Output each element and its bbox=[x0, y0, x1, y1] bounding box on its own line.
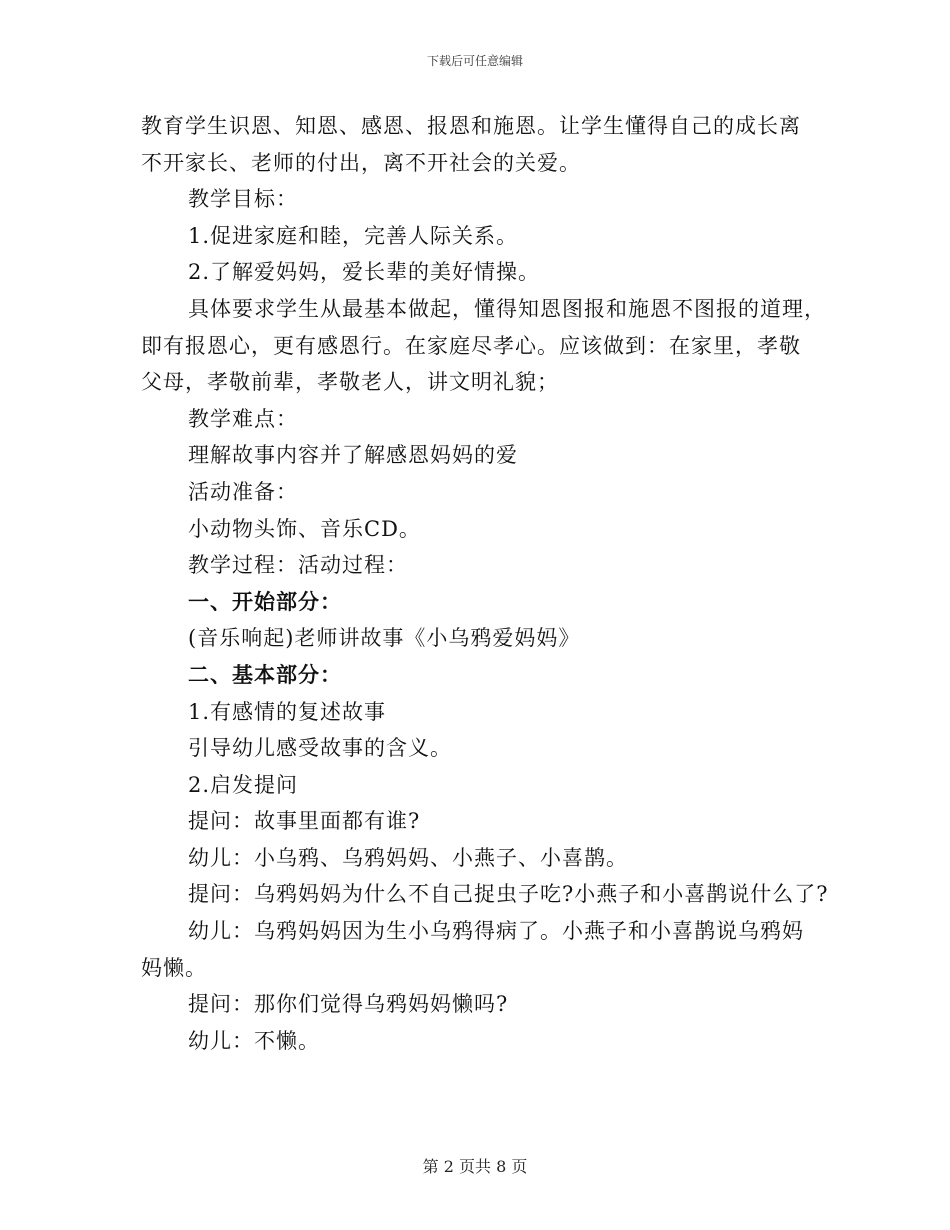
section-heading: 一、开始部分： bbox=[188, 588, 342, 614]
list-item: 1.促进家庭和睦，完善人际关系。 bbox=[188, 223, 519, 248]
answer-line: 幼儿：小乌鸦、乌鸦妈妈、小燕子、小喜鹊。 bbox=[188, 845, 628, 870]
paragraph-line: 教育学生识恩、知恩、感恩、报恩和施恩。让学生懂得自己的成长离 bbox=[141, 114, 801, 138]
paragraph-line: 理解故事内容并了解感恩妈妈的爱 bbox=[188, 443, 518, 468]
list-item: 2.了解爱妈妈，爱长辈的美好情操。 bbox=[188, 260, 541, 285]
section-label: 教学过程：活动过程： bbox=[188, 553, 408, 578]
page-footer: 第 2 页共 8 页 bbox=[422, 1157, 528, 1176]
paragraph-line: 父母，孝敬前辈，孝敬老人，讲文明礼貌； bbox=[141, 370, 559, 395]
paragraph-line: 小动物头饰、音乐CD。 bbox=[188, 516, 421, 541]
paragraph-line: 具体要求学生从最基本做起，懂得知恩图报和施恩不图报的道理， bbox=[188, 296, 826, 321]
section-label: 教学难点： bbox=[188, 406, 298, 431]
answer-line: 幼儿：乌鸦妈妈因为生小乌鸦得病了。小燕子和小喜鹊说乌鸦妈 bbox=[188, 919, 804, 944]
section-label: 教学目标： bbox=[188, 187, 298, 212]
section-heading: 二、基本部分： bbox=[188, 661, 342, 687]
document-body bbox=[141, 108, 829, 1059]
page-header: 下载后可任意编辑 bbox=[426, 54, 523, 68]
question-line: 提问：那你们觉得乌鸦妈妈懒吗? bbox=[188, 992, 509, 1017]
list-item: 2.启发提问 bbox=[188, 772, 299, 797]
paragraph-line: 即有报恩心，更有感恩行。在家庭尽孝心。应该做到：在家里，孝敬 bbox=[141, 333, 801, 358]
answer-line: 幼儿：不懒。 bbox=[188, 1028, 320, 1053]
paragraph-line: 引导幼儿感受故事的含义。 bbox=[188, 736, 452, 761]
section-label: 活动准备： bbox=[188, 479, 298, 504]
question-line: 提问：乌鸦妈妈为什么不自己捉虫子吃?小燕子和小喜鹊说什么了? bbox=[188, 882, 829, 907]
answer-line: 妈懒。 bbox=[141, 955, 207, 980]
paragraph-line: 不开家长、老师的付出，离不开社会的关爱。 bbox=[141, 150, 581, 175]
list-item: 1.有感情的复述故事 bbox=[188, 699, 387, 724]
paragraph-line: (音乐响起)老师讲故事《小乌鸦爱妈妈》 bbox=[188, 626, 581, 651]
question-line: 提问：故事里面都有谁? bbox=[188, 809, 421, 834]
